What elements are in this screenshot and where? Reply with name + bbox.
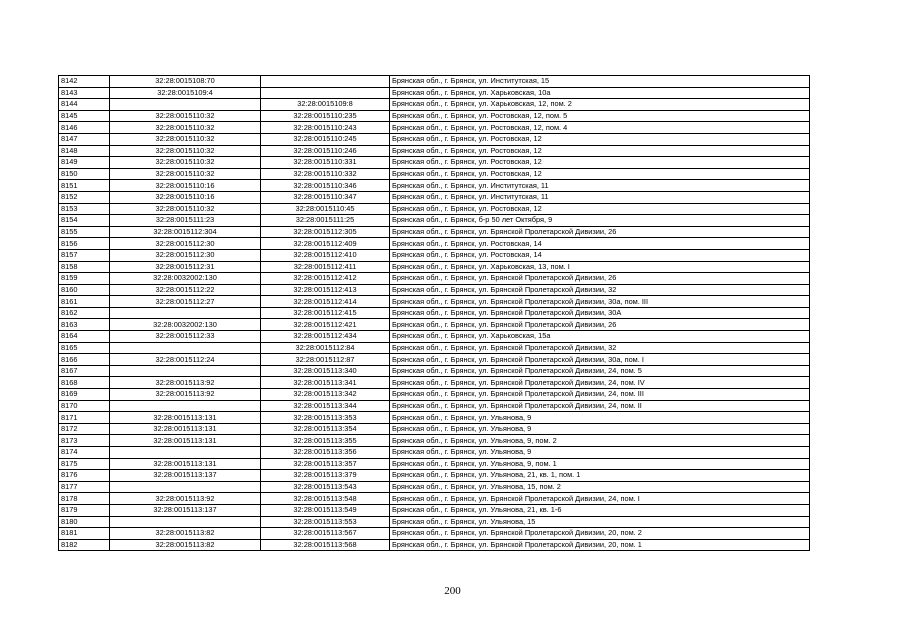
address-cell: Брянская обл., г. Брянск, ул. Брянской Пролетарской Дивизии, 32 <box>390 284 810 296</box>
table-row <box>59 226 810 238</box>
parent-cadastral-number-cell: 32:28:0015112:22 <box>110 284 261 296</box>
address-cell: Брянская обл., г. Брянск, б-р 50 лет Октября, 9 <box>390 215 810 227</box>
row-number-cell: 8161 <box>59 296 110 308</box>
parent-cadastral-number-cell: 32:28:0015110:32 <box>110 145 261 157</box>
cadastral-number-cell: 32:28:0015112:305 <box>261 226 390 238</box>
cadastral-number-cell: 32:28:0015112:409 <box>261 238 390 250</box>
address-cell: Брянская обл., г. Брянск, ул. Ульянова, 9 <box>390 412 810 424</box>
row-number-cell: 8176 <box>59 470 110 482</box>
row-number-cell: 8159 <box>59 273 110 285</box>
parent-cadastral-number-cell: 32:28:0015110:32 <box>110 203 261 215</box>
table-row <box>59 238 810 250</box>
table-row <box>59 458 810 470</box>
address-cell: Брянская обл., г. Брянск, ул. Брянской Пролетарской Дивизии, 26 <box>390 273 810 285</box>
table-row <box>59 122 810 134</box>
row-number-cell: 8156 <box>59 238 110 250</box>
row-number-cell: 8160 <box>59 284 110 296</box>
row-number-cell: 8145 <box>59 110 110 122</box>
parent-cadastral-number-cell: 32:28:0015110:32 <box>110 133 261 145</box>
table-row <box>59 273 810 285</box>
row-number-cell: 8168 <box>59 377 110 389</box>
table-row <box>59 76 810 88</box>
table-row <box>59 365 810 377</box>
row-number-cell: 8164 <box>59 331 110 343</box>
cadastral-number-cell: 32:28:0015110:235 <box>261 110 390 122</box>
table-row <box>59 203 810 215</box>
cadastral-number-cell: 32:28:0015113:354 <box>261 423 390 435</box>
cadastral-table <box>58 75 810 551</box>
row-number-cell: 8165 <box>59 342 110 354</box>
cadastral-number-cell: 32:28:0015113:340 <box>261 365 390 377</box>
table-row <box>59 412 810 424</box>
row-number-cell: 8154 <box>59 215 110 227</box>
row-number-cell: 8144 <box>59 99 110 111</box>
parent-cadastral-number-cell: 32:28:0015108:70 <box>110 76 261 88</box>
page-number: 200 <box>444 585 461 597</box>
parent-cadastral-number-cell <box>110 400 261 412</box>
row-number-cell: 8180 <box>59 516 110 528</box>
cadastral-number-cell: 32:28:0015113:344 <box>261 400 390 412</box>
cadastral-number-cell <box>261 87 390 99</box>
row-number-cell: 8173 <box>59 435 110 447</box>
row-number-cell: 8146 <box>59 122 110 134</box>
row-number-cell: 8147 <box>59 133 110 145</box>
table-row <box>59 157 810 169</box>
address-cell: Брянская обл., г. Брянск, ул. Ульянова, 9, пом. 1 <box>390 458 810 470</box>
parent-cadastral-number-cell: 32:28:0015113:137 <box>110 504 261 516</box>
cadastral-number-cell: 32:28:0015113:353 <box>261 412 390 424</box>
table-row <box>59 307 810 319</box>
address-cell: Брянская обл., г. Брянск, ул. Ульянова, 15, пом. 2 <box>390 481 810 493</box>
table-row <box>59 319 810 331</box>
row-number-cell: 8169 <box>59 389 110 401</box>
address-cell: Брянская обл., г. Брянск, ул. Харьковская, 12, пом. 2 <box>390 99 810 111</box>
table-row <box>59 284 810 296</box>
cadastral-number-cell: 32:28:0015112:84 <box>261 342 390 354</box>
cadastral-number-cell: 32:28:0015110:246 <box>261 145 390 157</box>
parent-cadastral-number-cell <box>110 481 261 493</box>
cadastral-number-cell: 32:28:0015112:415 <box>261 307 390 319</box>
address-cell: Брянская обл., г. Брянск, ул. Ульянова, 15 <box>390 516 810 528</box>
row-number-cell: 8143 <box>59 87 110 99</box>
parent-cadastral-number-cell: 32:28:0015112:304 <box>110 226 261 238</box>
cadastral-number-cell: 32:28:0015113:567 <box>261 528 390 540</box>
table-row <box>59 528 810 540</box>
parent-cadastral-number-cell: 32:28:0015110:32 <box>110 168 261 180</box>
row-number-cell: 8157 <box>59 249 110 261</box>
cadastral-number-cell: 32:28:0015112:87 <box>261 354 390 366</box>
table-row <box>59 435 810 447</box>
address-cell: Брянская обл., г. Брянск, ул. Брянской Пролетарской Дивизии, 30а, пом. III <box>390 296 810 308</box>
parent-cadastral-number-cell: 32:28:0015110:32 <box>110 157 261 169</box>
table-row <box>59 504 810 516</box>
address-cell: Брянская обл., г. Брянск, ул. Брянской Пролетарской Дивизии, 24, пом. I <box>390 493 810 505</box>
row-number-cell: 8179 <box>59 504 110 516</box>
address-cell: Брянская обл., г. Брянск, ул. Брянской Пролетарской Дивизии, 24, пом. II <box>390 400 810 412</box>
row-number-cell: 8170 <box>59 400 110 412</box>
parent-cadastral-number-cell: 32:28:0015112:31 <box>110 261 261 273</box>
row-number-cell: 8162 <box>59 307 110 319</box>
address-cell: Брянская обл., г. Брянск, ул. Брянской Пролетарской Дивизии, 32 <box>390 342 810 354</box>
cadastral-number-cell: 32:28:0015113:356 <box>261 447 390 459</box>
address-cell: Брянская обл., г. Брянск, ул. Ростовская, 12 <box>390 133 810 145</box>
row-number-cell: 8177 <box>59 481 110 493</box>
row-number-cell: 8150 <box>59 168 110 180</box>
row-number-cell: 8148 <box>59 145 110 157</box>
cadastral-number-cell: 32:28:0015112:411 <box>261 261 390 273</box>
parent-cadastral-number-cell: 32:28:0015110:16 <box>110 191 261 203</box>
address-cell: Брянская обл., г. Брянск, ул. Ростовская, 12, пом. 5 <box>390 110 810 122</box>
cadastral-number-cell: 32:28:0015113:355 <box>261 435 390 447</box>
row-number-cell: 8166 <box>59 354 110 366</box>
address-cell: Брянская обл., г. Брянск, ул. Ростовская, 12 <box>390 203 810 215</box>
address-cell: Брянская обл., г. Брянск, ул. Брянской Пролетарской Дивизии, 26 <box>390 226 810 238</box>
address-cell: Брянская обл., г. Брянск, ул. Брянской Пролетарской Дивизии, 20, пом. 2 <box>390 528 810 540</box>
table-row <box>59 133 810 145</box>
table-row <box>59 296 810 308</box>
row-number-cell: 8151 <box>59 180 110 192</box>
cadastral-number-cell: 32:28:0015113:553 <box>261 516 390 528</box>
address-cell: Брянская обл., г. Брянск, ул. Брянской Пролетарской Дивизии, 24, пом. IV <box>390 377 810 389</box>
table-row <box>59 168 810 180</box>
parent-cadastral-number-cell: 32:28:0015113:137 <box>110 470 261 482</box>
table-row <box>59 516 810 528</box>
parent-cadastral-number-cell: 32:28:0015113:92 <box>110 389 261 401</box>
cadastral-number-cell: 32:28:0015110:45 <box>261 203 390 215</box>
row-number-cell: 8142 <box>59 76 110 88</box>
parent-cadastral-number-cell: 32:28:0015111:23 <box>110 215 261 227</box>
table-row <box>59 145 810 157</box>
cadastral-number-cell: 32:28:0015112:421 <box>261 319 390 331</box>
row-number-cell: 8163 <box>59 319 110 331</box>
address-cell: Брянская обл., г. Брянск, ул. Брянской Пролетарской Дивизии, 24, пом. III <box>390 389 810 401</box>
cadastral-number-cell: 32:28:0015113:548 <box>261 493 390 505</box>
table-row <box>59 400 810 412</box>
parent-cadastral-number-cell <box>110 307 261 319</box>
cadastral-number-cell: 32:28:0015110:245 <box>261 133 390 145</box>
address-cell: Брянская обл., г. Брянск, ул. Брянской Пролетарской Дивизии, 20, пом. 1 <box>390 539 810 551</box>
address-cell: Брянская обл., г. Брянск, ул. Институтская, 15 <box>390 76 810 88</box>
parent-cadastral-number-cell: 32:28:0015113:131 <box>110 412 261 424</box>
row-number-cell: 8158 <box>59 261 110 273</box>
row-number-cell: 8182 <box>59 539 110 551</box>
parent-cadastral-number-cell: 32:28:0015112:33 <box>110 331 261 343</box>
cadastral-number-cell: 32:28:0015110:332 <box>261 168 390 180</box>
table-row <box>59 389 810 401</box>
row-number-cell: 8181 <box>59 528 110 540</box>
address-cell: Брянская обл., г. Брянск, ул. Харьковская, 10а <box>390 87 810 99</box>
table-row <box>59 87 810 99</box>
parent-cadastral-number-cell: 32:28:0015113:92 <box>110 377 261 389</box>
table-row <box>59 99 810 111</box>
cadastral-number-cell: 32:28:0015112:412 <box>261 273 390 285</box>
parent-cadastral-number-cell: 32:28:0015113:92 <box>110 493 261 505</box>
address-cell: Брянская обл., г. Брянск, ул. Ростовская, 12 <box>390 157 810 169</box>
parent-cadastral-number-cell: 32:28:0015113:82 <box>110 539 261 551</box>
parent-cadastral-number-cell: 32:28:0032002:130 <box>110 273 261 285</box>
address-cell: Брянская обл., г. Брянск, ул. Ульянова, 9, пом. 2 <box>390 435 810 447</box>
address-cell: Брянская обл., г. Брянск, ул. Ростовская, 14 <box>390 249 810 261</box>
cadastral-number-cell: 32:28:0015113:568 <box>261 539 390 551</box>
cadastral-number-cell: 32:28:0015110:243 <box>261 122 390 134</box>
row-number-cell: 8167 <box>59 365 110 377</box>
cadastral-number-cell: 32:28:0015112:410 <box>261 249 390 261</box>
parent-cadastral-number-cell: 32:28:0015113:131 <box>110 435 261 447</box>
cadastral-number-cell <box>261 76 390 88</box>
cadastral-number-cell: 32:28:0015113:342 <box>261 389 390 401</box>
row-number-cell: 8174 <box>59 447 110 459</box>
cadastral-number-cell: 32:28:0015113:543 <box>261 481 390 493</box>
table-row <box>59 342 810 354</box>
table-row <box>59 249 810 261</box>
table-row <box>59 481 810 493</box>
address-cell: Брянская обл., г. Брянск, ул. Ростовская, 12, пом. 4 <box>390 122 810 134</box>
row-number-cell: 8153 <box>59 203 110 215</box>
cadastral-number-cell: 32:28:0015113:379 <box>261 470 390 482</box>
parent-cadastral-number-cell: 32:28:0015110:32 <box>110 122 261 134</box>
parent-cadastral-number-cell: 32:28:0015112:27 <box>110 296 261 308</box>
table-row <box>59 423 810 435</box>
row-number-cell: 8149 <box>59 157 110 169</box>
table-row <box>59 215 810 227</box>
address-cell: Брянская обл., г. Брянск, ул. Ростовская, 12 <box>390 168 810 180</box>
cadastral-number-cell: 32:28:0015111:25 <box>261 215 390 227</box>
parent-cadastral-number-cell <box>110 342 261 354</box>
address-cell: Брянская обл., г. Брянск, ул. Брянской Пролетарской Дивизии, 30А <box>390 307 810 319</box>
address-cell: Брянская обл., г. Брянск, ул. Ростовская, 12 <box>390 145 810 157</box>
address-cell: Брянская обл., г. Брянск, ул. Брянской Пролетарской Дивизии, 30а, пом. I <box>390 354 810 366</box>
row-number-cell: 8152 <box>59 191 110 203</box>
table-row <box>59 377 810 389</box>
address-cell: Брянская обл., г. Брянск, ул. Институтская, 11 <box>390 191 810 203</box>
parent-cadastral-number-cell: 32:28:0015112:30 <box>110 238 261 250</box>
address-cell: Брянская обл., г. Брянск, ул. Институтская, 11 <box>390 180 810 192</box>
parent-cadastral-number-cell: 32:28:0015110:32 <box>110 110 261 122</box>
address-cell: Брянская обл., г. Брянск, ул. Ульянова, 21, кв. 1, пом. 1 <box>390 470 810 482</box>
parent-cadastral-number-cell: 32:28:0015112:30 <box>110 249 261 261</box>
table-row <box>59 354 810 366</box>
cadastral-number-cell: 32:28:0015110:331 <box>261 157 390 169</box>
cadastral-number-cell: 32:28:0015110:346 <box>261 180 390 192</box>
cadastral-number-cell: 32:28:0015112:413 <box>261 284 390 296</box>
parent-cadastral-number-cell <box>110 365 261 377</box>
table-row <box>59 470 810 482</box>
address-cell: Брянская обл., г. Брянск, ул. Ульянова, 9 <box>390 423 810 435</box>
row-number-cell: 8172 <box>59 423 110 435</box>
parent-cadastral-number-cell: 32:28:0015113:82 <box>110 528 261 540</box>
parent-cadastral-number-cell: 32:28:0015109:4 <box>110 87 261 99</box>
row-number-cell: 8155 <box>59 226 110 238</box>
cadastral-number-cell: 32:28:0015112:434 <box>261 331 390 343</box>
address-cell: Брянская обл., г. Брянск, ул. Харьковская, 13, пом. I <box>390 261 810 273</box>
parent-cadastral-number-cell: 32:28:0015110:16 <box>110 180 261 192</box>
table-row <box>59 493 810 505</box>
parent-cadastral-number-cell: 32:28:0032002:130 <box>110 319 261 331</box>
cadastral-number-cell: 32:28:0015113:549 <box>261 504 390 516</box>
table-row <box>59 110 810 122</box>
address-cell: Брянская обл., г. Брянск, ул. Ростовская, 14 <box>390 238 810 250</box>
row-number-cell: 8171 <box>59 412 110 424</box>
parent-cadastral-number-cell <box>110 99 261 111</box>
cadastral-number-cell: 32:28:0015110:347 <box>261 191 390 203</box>
address-cell: Брянская обл., г. Брянск, ул. Ульянова, 9 <box>390 447 810 459</box>
table-row <box>59 261 810 273</box>
table-row <box>59 191 810 203</box>
cadastral-number-cell: 32:28:0015113:341 <box>261 377 390 389</box>
row-number-cell: 8175 <box>59 458 110 470</box>
address-cell: Брянская обл., г. Брянск, ул. Брянской Пролетарской Дивизии, 26 <box>390 319 810 331</box>
parent-cadastral-number-cell <box>110 516 261 528</box>
parent-cadastral-number-cell: 32:28:0015113:131 <box>110 458 261 470</box>
parent-cadastral-number-cell: 32:28:0015113:131 <box>110 423 261 435</box>
cadastral-number-cell: 32:28:0015113:357 <box>261 458 390 470</box>
row-number-cell: 8178 <box>59 493 110 505</box>
parent-cadastral-number-cell: 32:28:0015112:24 <box>110 354 261 366</box>
table-body <box>59 76 810 551</box>
parent-cadastral-number-cell <box>110 447 261 459</box>
table-row <box>59 331 810 343</box>
address-cell: Брянская обл., г. Брянск, ул. Ульянова, 21, кв. 1-6 <box>390 504 810 516</box>
address-cell: Брянская обл., г. Брянск, ул. Брянской Пролетарской Дивизии, 24, пом. 5 <box>390 365 810 377</box>
table-row <box>59 539 810 551</box>
table-row <box>59 447 810 459</box>
cadastral-number-cell: 32:28:0015109:8 <box>261 99 390 111</box>
table-row <box>59 180 810 192</box>
address-cell: Брянская обл., г. Брянск, ул. Харьковская, 15а <box>390 331 810 343</box>
cadastral-number-cell: 32:28:0015112:414 <box>261 296 390 308</box>
